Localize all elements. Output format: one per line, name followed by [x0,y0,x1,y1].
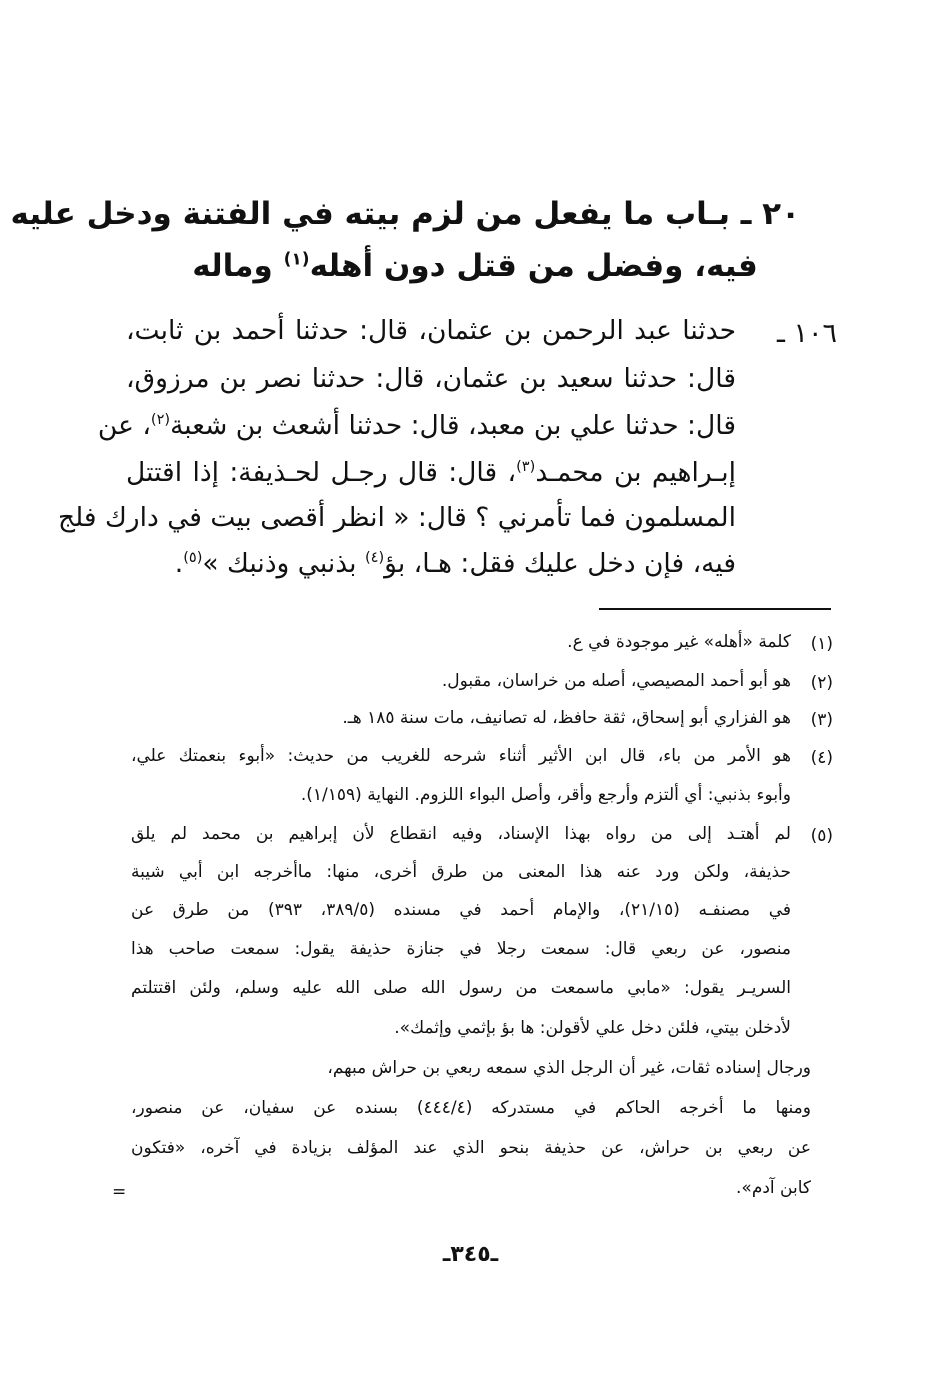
hadith-line [126,457,736,488]
hadith-line [58,502,736,533]
footnote-text: هو الأمر من باء، قال ابن الأثير أثناء شرحه للغريب من حديث: «أبوء بنعمتك علي، [131,746,791,766]
hadith-text: . [174,548,184,579]
hadith-text: قال: حدثنا سعيد بن عثمان، قال: حدثنا نصر بن مرزوق، [126,363,736,394]
footnote-separator [599,608,831,610]
hadith-line [126,548,736,579]
hadith-text: ، عن [97,410,151,441]
hadith-text: إبـراهيم بن محمـد [535,457,736,488]
footnote-ref: (٥) [183,549,203,567]
hadith-number: ١٠٦ ـ [776,318,837,349]
chapter-title-text: وماله [192,248,284,284]
footnote-text: حذيفة، ولكن ورد عنه هذا المعنى من طرق أخرى، منها: ماأخرجه ابن أبي شيبة [131,862,791,882]
page-number: ـ٣٤٥ـ [442,1242,499,1267]
footnote-text: ومنها ما أخرجه الحاكم في مستدركه (٤٤٤/٤) بسنده عن سفيان، عن منصور، [131,1098,811,1118]
footnote-number: (٣) [810,710,833,730]
hadith-line [97,410,736,441]
footnote-number: (٥) [810,826,833,846]
hadith-text: ، قال: قال رجـل لحـذيفة: إذا اقتتل [126,457,517,488]
hadith-text: قال: حدثنا علي بن معبد، قال: حدثنا أشعث بن شعبة [170,410,736,441]
footnote-text: لأدخلن بيتي، فلئن دخل علي لأقولن: ها بؤ بإثمي وإثمك». [394,1018,791,1038]
footnote-text: منصور، عن ربعي قال: سمعت رجلا في جنازة حذيفة يقول: سمعت صاحب هذا [131,939,791,959]
hadith-text: المسلمون فما تأمرني ؟ قال: « انظر أقصى بيت في دارك فلج [58,502,736,533]
hadith-text: بذنبي وذنبك » [202,548,365,579]
footnote-ref: (٢) [150,411,171,429]
footnote-number: (٤) [810,748,833,768]
chapter-title-text: فيه، وفضل من قتل دون أهله [309,248,758,284]
hadith-line [126,363,736,394]
chapter-title-line-2 [150,248,800,284]
footnote-ref: (١) [283,249,310,270]
chapter-title-line-1: ٢٠ ـ بـاب ما يفعل من لزم بيته في الفتنة ودخل عليه [10,196,800,232]
footnote-text: وأبوء بذنبي: أي ألتزم وأرجع وأقر، وأصل البواء اللزوم. النهاية (١/١٥٩). [300,785,791,805]
continuation-mark: = [112,1182,127,1202]
footnote-text: لم أهتـد إلى من رواه بهذا الإسناد، وفيه انقطاع لأن إبراهيم بن محمد لم يلق [131,824,791,844]
hadith-text: فيه، فإن دخل عليك فقل: هـا، بؤ [384,548,736,579]
footnote-number: (١) [810,634,833,654]
footnote-text: السريـر يقول: «مابي ماسمعت من رسول الله صلى الله عليه وسلم، ولئن اقتتلتم [131,978,791,998]
footnote-text: كلمة «أهله» غير موجودة في ع. [567,632,791,652]
footnote-text: ورجال إسناده ثقات، غير أن الرجل الذي سمعه ربعي بن حراش مبهم، [327,1058,811,1078]
footnote-number: (٢) [810,673,833,693]
hadith-line [126,315,736,346]
footnote-text: هو الفزاري أبو إسحاق، ثقة حافظ، له تصانيف، مات سنة ١٨٥ هـ. [342,708,791,728]
footnote-text: كابن آدم». [736,1178,811,1198]
footnote-ref: (٣) [516,458,536,476]
hadith-text: حدثنا عبد الرحمن بن عثمان، قال: حدثنا أحمد بن ثابت، [126,315,736,346]
footnote-text: هو أبو أحمد المصيصي، أصله من خراسان، مقبول. [441,671,791,691]
footnote-ref: (٤) [364,549,385,567]
footnote-text: عن ربعي بن حراش، عن حذيفة بنحو الذي عند المؤلف بزيادة في آخره، «فتكون [131,1138,811,1158]
footnote-text: في مصنفـه (٢١/١٥)، والإمام أحمد في مسنده (٣٨٩/٥، ٣٩٣) من طرق عن [131,900,791,920]
